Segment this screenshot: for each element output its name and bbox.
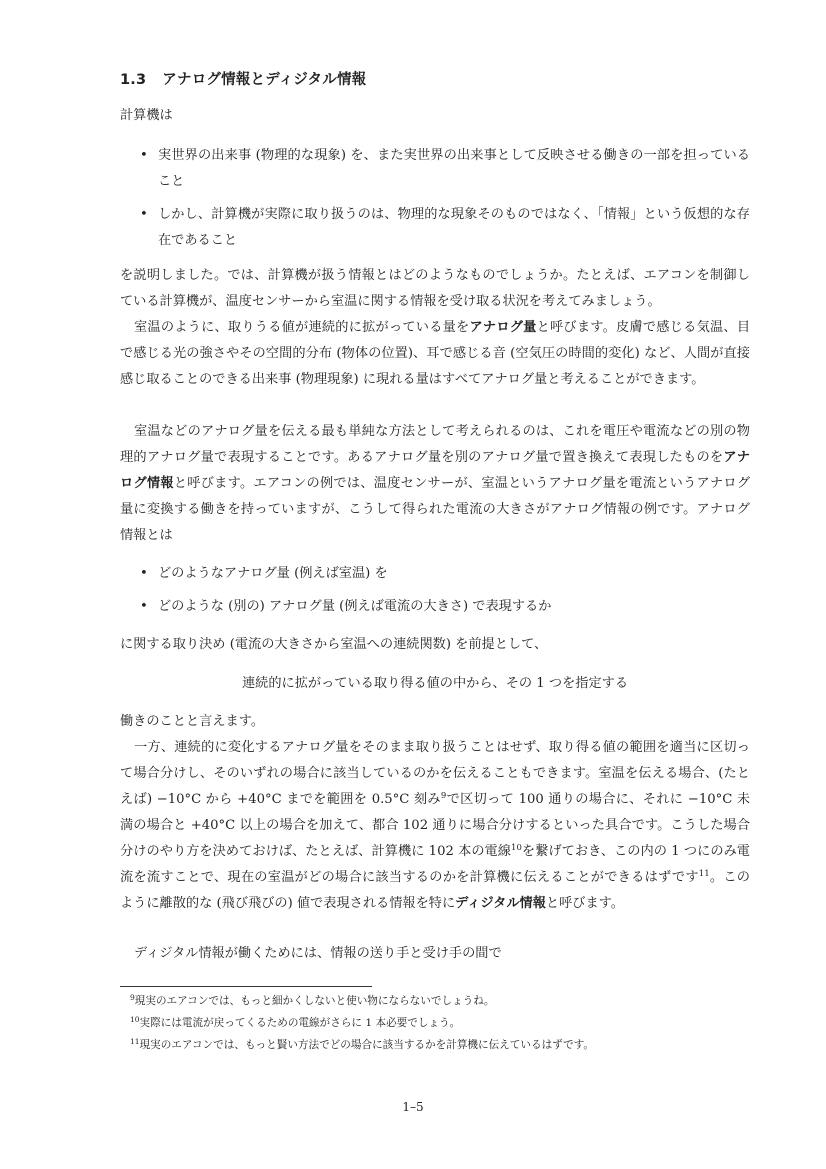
paragraph	[120, 315, 750, 393]
text-run: 室温などのアナログ量を伝える最も単純な方法として考えられるのは、これを電圧や電流などの別の物理的アナログ量で表現することです。あるアナログ量を別のアナログ量で置き換えて表現したものを	[120, 424, 750, 465]
centered-statement: 連続的に拡がっている取り得る値の中から、その 1 つを指定する	[241, 676, 629, 691]
paragraph: に関する取り決め (電流の大きさから室温への連続関数) を前提として、	[120, 637, 548, 652]
paragraph: ディジタル情報が働くためには、情報の送り手と受け手の間で	[134, 946, 502, 961]
text-run: 一方、連続的に変化するアナログ量をそのまま取り扱うことはせず、取り得る値の範囲を適当に区切って場合分けし、そのいずれの場合に該当しているのかを伝えることもできます。室温を伝える場合、(たとえば) −10°C から +40°C までを範囲を 0.5°C 刻み	[120, 740, 750, 807]
footnote-mark: 10	[130, 1015, 140, 1024]
page-number: 1–5	[402, 1100, 424, 1114]
footnote	[130, 1016, 460, 1030]
list-item-text: どのような (別の) アナログ量 (例えば電流の大きさ) で表現するか	[158, 599, 552, 614]
footnote-ref[interactable]: 10	[511, 843, 522, 853]
footnote-text: 現実のエアコンでは、もっと賢い方法でどの場合に該当するかを計算機に伝えているはずです。	[139, 1039, 595, 1051]
text-run: と呼びます。エアコンの例では、温度センサーが、室温というアナログ量を電流というアナログ量に変換する働きを持っていますが、こうして得られた電流の大きさがアナログ情報の例です。アナログ情報とは	[120, 476, 751, 543]
list-item-text: どのようなアナログ量 (例えば室温) を	[158, 566, 388, 581]
text-run: 。このように離散的な (飛び飛びの) 値で表現される情報を特に	[120, 870, 750, 911]
bullet-icon: •	[140, 566, 148, 581]
bullet-icon: •	[140, 599, 148, 614]
footnote-divider	[120, 986, 372, 987]
list-item-text: 実世界の出来事 (物理的な現象) を、また実世界の出来事として反映させる働きの一部を担っていること	[158, 148, 750, 189]
paragraph: を説明しました。では、計算機が扱う情報とはどのようなものでしょうか。たとえば、エアコンを制御している計算機が、温度センサーから室温に関する情報を受け取る状況を考えてみましょう。	[120, 268, 750, 309]
text-run: を繋げておき、この内の 1 つにのみ電流を流すことで、現在の室温がどの場合に該当するのかを計算機に伝えることができるはずです	[120, 844, 750, 885]
paragraph	[120, 735, 750, 917]
text-run: で区切って 100 通りの場合に、それに −10°C 未満の場合と +40°C 以上の場合を加えて、都合 102 通りに場合分けするといった具合です。こうした場合分けのやり方を決めておけば、たとえば、計算機に 102 本の電線	[120, 792, 751, 859]
footnote	[130, 1038, 594, 1052]
paragraph: 働きのことと言えます。	[120, 714, 265, 729]
footnote-text: 実際には電流が戻ってくるための電線がさらに 1 本必要でしょう。	[139, 1017, 461, 1029]
text-run: と呼びます。	[545, 896, 624, 911]
list-item	[140, 561, 750, 587]
list-item-text: しかし、計算機が実際に取り扱うのは、物理的な現象そのものではなく、「情報」という仮想的な存在であること	[158, 207, 750, 248]
footnote-ref[interactable]: 11	[698, 869, 710, 879]
footnote-text: 現実のエアコンでは、もっと細かくしないと使い物にならないでしょうね。	[134, 995, 495, 1007]
text-run: と呼びます。皮膚で感じる気温、目で感じる光の強さやその空間的分布 (物体の位置)、耳で感じる音 (空気圧の時間的変化) など、人間が直接感じ取ることのできる出来事 (物理現象) に現れる量はすべてアナログ量と考えることができます。	[120, 320, 751, 387]
term-analog-information: アナログ情報	[120, 450, 750, 491]
section-title: アナログ情報とディジタル情報	[162, 72, 367, 88]
term-digital-information: ディジタル情報	[455, 896, 546, 911]
footnote	[130, 994, 494, 1008]
footnote-mark: 11	[130, 1037, 140, 1046]
list-item	[140, 143, 750, 195]
footnote-mark: 9	[130, 993, 135, 1002]
section-heading	[120, 68, 366, 89]
bullet-icon: •	[140, 207, 148, 222]
footnote-ref[interactable]: 9	[440, 791, 447, 801]
text-run: 室温のように、取りうる値が連続的に拡がっている量を	[134, 320, 470, 335]
section-number: 1.3	[120, 72, 147, 88]
paragraph	[120, 419, 750, 549]
term-analog-quantity: アナログ量	[469, 320, 537, 335]
list-item	[140, 594, 750, 620]
bullet-icon: •	[140, 148, 148, 163]
list-item	[140, 202, 750, 254]
paragraph-intro: 計算機は	[120, 108, 173, 123]
